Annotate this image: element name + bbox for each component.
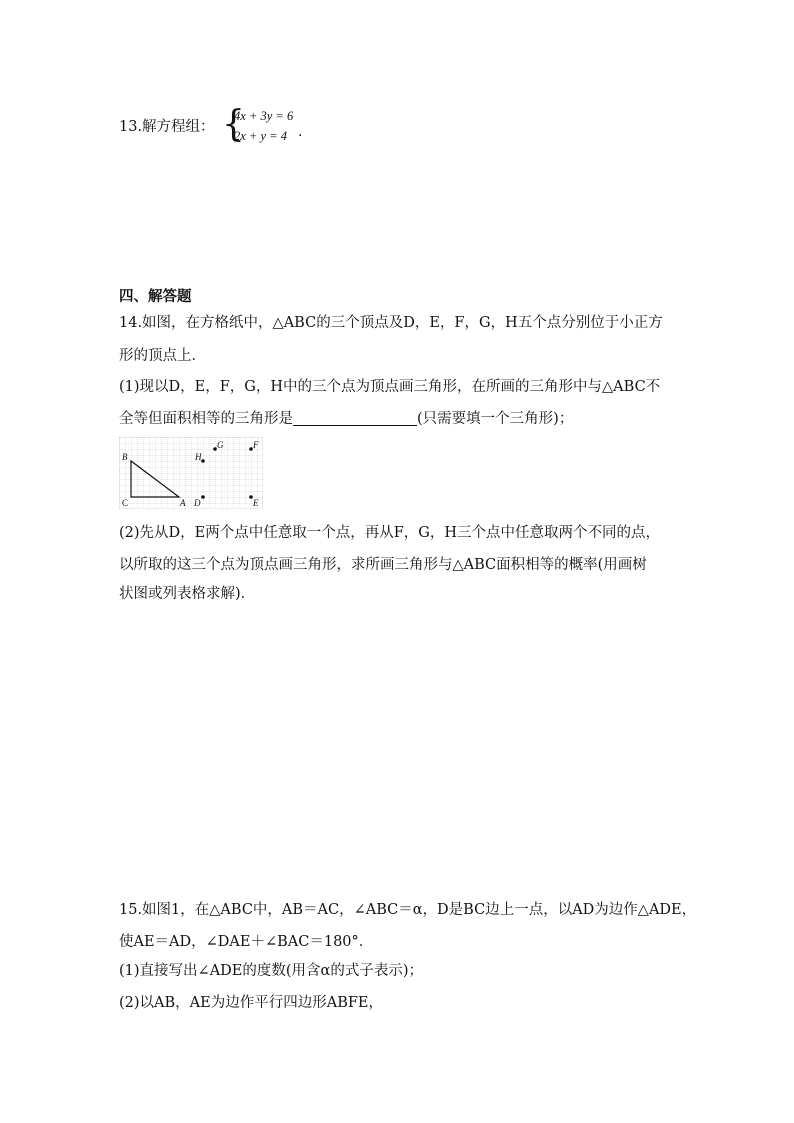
q14-part2-line3: 状图或列表格求解)． [119, 586, 256, 602]
q15-line2: 使AE＝AD，∠DAE＋∠BAC＝180°． [119, 934, 374, 950]
label-c: C [122, 498, 129, 508]
label-h: H [195, 452, 202, 462]
brace-symbol: { [222, 104, 245, 145]
equation-system [222, 106, 312, 148]
label-f: F [253, 440, 259, 450]
label-e: E [253, 498, 259, 508]
equation-1: 4x + 3y = 6 [234, 109, 294, 123]
q14-part1-note: (只需要填一个三角形)； [417, 411, 574, 427]
q14-part2-line2: 以所取的这三个点为顶点画三角形，求所画三角形与△ABC面积相等的概率(用画树 [119, 557, 647, 573]
point-h [201, 459, 205, 463]
grid-background [119, 437, 263, 509]
q14-part2-line1: (2)先从D，E两个点中任意取一个点，再从F，G，H三个点中任意取两个不同的点， [119, 525, 661, 541]
label-a: A [180, 498, 186, 508]
q15-part2: (2)以AB，AE为边作平行四边形ABFE， [119, 995, 383, 1011]
label-g: G [217, 440, 224, 450]
label-d: D [194, 498, 201, 508]
q14-part1-line2 [119, 409, 573, 429]
equation-2: 2x + y = 4 [234, 129, 287, 143]
answer-blank[interactable] [293, 409, 417, 426]
point-d [201, 495, 205, 499]
q14-part1-line1: (1)现以D，E，F，G，H中的三个点为顶点画三角形，在所画的三角形中与△ABC不 [119, 379, 661, 395]
q15-line1: 15.如图1，在△ABC中，AB＝AC，∠ABC＝α，D是BC边上一点，以AD为边作△ADE， [119, 902, 697, 918]
grid-figure [119, 437, 263, 509]
q14-line2: 形的顶点上． [119, 348, 206, 364]
q14-part1-text: 全等但面积相等的三角形是 [119, 411, 293, 427]
q14-line1: 14.如图，在方格纸中，△ABC的三个顶点及D，E，F，G，H五个点分别位于小正方 [119, 315, 663, 331]
q13-label: 13.解方程组： [119, 119, 215, 135]
equation-period: . [298, 124, 303, 140]
q15-part1: (1)直接写出∠ADE的度数(用含α的式子表示)； [119, 963, 423, 979]
label-b: B [122, 452, 128, 462]
section-heading: 四、解答题 [119, 289, 192, 305]
